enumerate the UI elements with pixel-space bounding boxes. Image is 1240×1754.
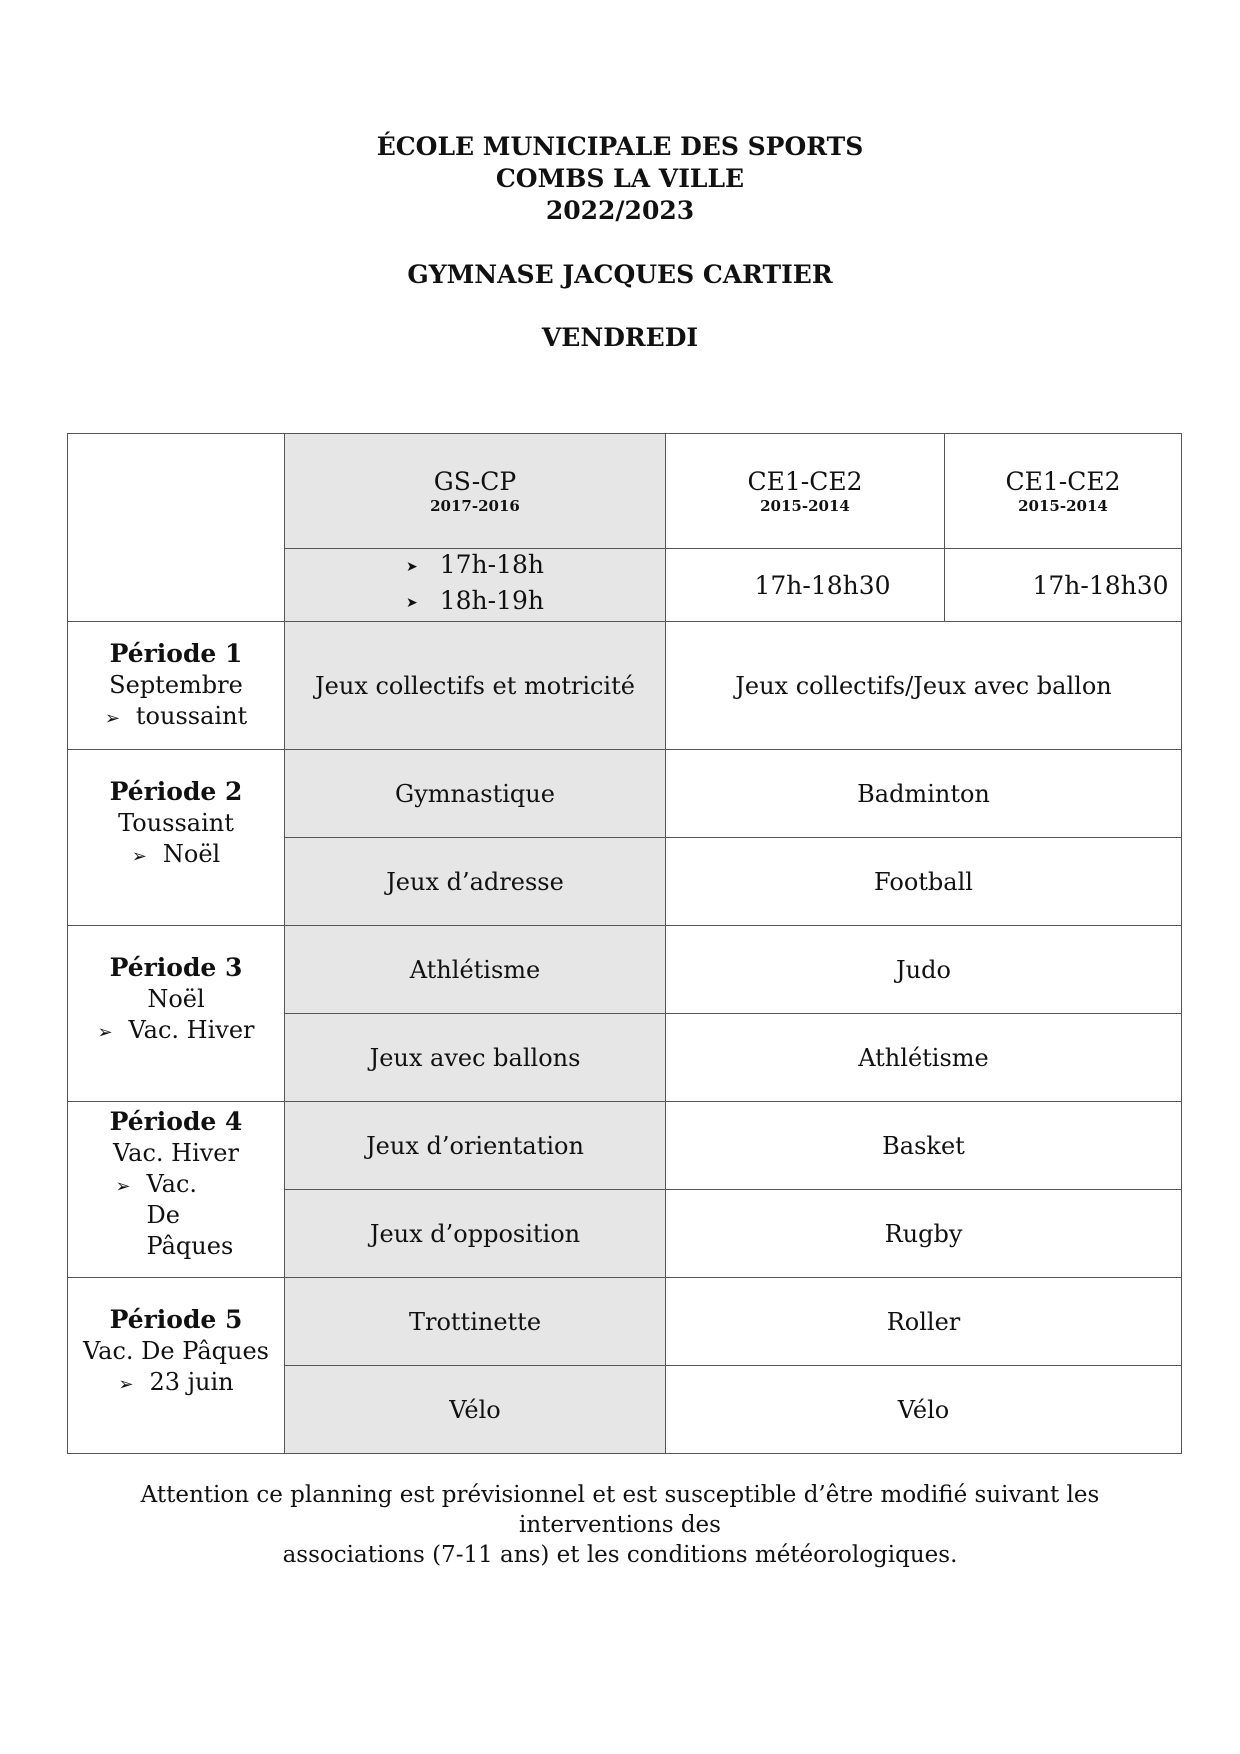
time-ce1-ce2-a: 17h-18h30 — [666, 549, 945, 622]
activity-gscp: Vélo — [285, 1366, 666, 1454]
venue-title: GYMNASE JACQUES CARTIER — [407, 260, 833, 289]
period-row — [68, 1278, 1182, 1366]
column-header-gscp: GS-CP 2017-2016 — [285, 434, 666, 549]
activity-gscp: Jeux avec ballons — [285, 1014, 666, 1102]
period-label: Période 5 Vac. De Pâques ➢ 23 juin — [68, 1278, 285, 1454]
period-row — [68, 926, 1182, 1014]
arrow-icon: ➢ — [118, 1374, 134, 1395]
activity-gscp: Trottinette — [285, 1278, 666, 1366]
disclaimer-note: Attention ce planning est prévisionnel et est susceptible d’être modifié suivant les interventions des associations (7-11 ans) et les conditions météorologiques. — [140, 1482, 1100, 1568]
period-label: Période 1 Septembre ➢ toussaint — [68, 622, 285, 750]
activity-ce1-ce2: Jeux collectifs/Jeux avec ballon — [666, 622, 1182, 750]
period-row — [68, 750, 1182, 838]
activity-ce1-ce2: Badminton — [666, 750, 1182, 838]
time-ce1-ce2-b: 17h-18h30 — [945, 549, 1182, 622]
arrow-icon: ➤ — [405, 559, 418, 575]
activity-gscp: Jeux collectifs et motricité — [285, 622, 666, 750]
arrow-icon: ➢ — [104, 707, 120, 729]
period-label: Période 3 Noël ➢ Vac. Hiver — [68, 926, 285, 1102]
day-title: VENDREDI — [541, 323, 699, 352]
time-slot: ➤ 17h-18h — [405, 550, 544, 579]
activity-gscp: Athlétisme — [285, 926, 666, 1014]
activity-ce1-ce2: Rugby — [666, 1190, 1182, 1278]
activity-gscp: Jeux d’opposition — [285, 1190, 666, 1278]
activity-ce1-ce2: Basket — [666, 1102, 1182, 1190]
activity-gscp: Jeux d’orientation — [285, 1102, 666, 1190]
time-slot: ➤ 18h-19h — [405, 586, 544, 615]
arrow-icon: ➢ — [97, 1022, 113, 1043]
document-title — [0, 131, 1240, 227]
period-row — [68, 1102, 1182, 1190]
header-row — [68, 434, 1182, 549]
period-row — [68, 622, 1182, 750]
arrow-icon: ➤ — [405, 595, 418, 611]
activity-gscp: Gymnastique — [285, 750, 666, 838]
title-line-season: 2022/2023 — [545, 196, 695, 225]
arrow-icon: ➢ — [115, 1176, 131, 1197]
column-header-ce1-ce2-b: CE1-CE2 2015-2014 — [945, 434, 1182, 549]
time-slots-gscp — [285, 549, 666, 622]
activity-ce1-ce2: Football — [666, 838, 1182, 926]
activity-ce1-ce2: Judo — [666, 926, 1182, 1014]
column-header-ce1-ce2-a: CE1-CE2 2015-2014 — [666, 434, 945, 549]
activity-ce1-ce2: Vélo — [666, 1366, 1182, 1454]
title-line-city: COMBS LA VILLE — [495, 164, 745, 193]
activity-gscp: Jeux d’adresse — [285, 838, 666, 926]
period-label: Période 4 Vac. Hiver ➢ Vac. De Pâques — [68, 1102, 285, 1278]
period-label: Période 2 Toussaint ➢ Noël — [68, 750, 285, 926]
schedule-table — [67, 433, 1182, 1454]
arrow-icon: ➢ — [131, 846, 147, 867]
activity-ce1-ce2: Roller — [666, 1278, 1182, 1366]
activity-ce1-ce2: Athlétisme — [666, 1014, 1182, 1102]
corner-cell — [68, 434, 285, 622]
title-line-school: ÉCOLE MUNICIPALE DES SPORTS — [376, 132, 864, 161]
